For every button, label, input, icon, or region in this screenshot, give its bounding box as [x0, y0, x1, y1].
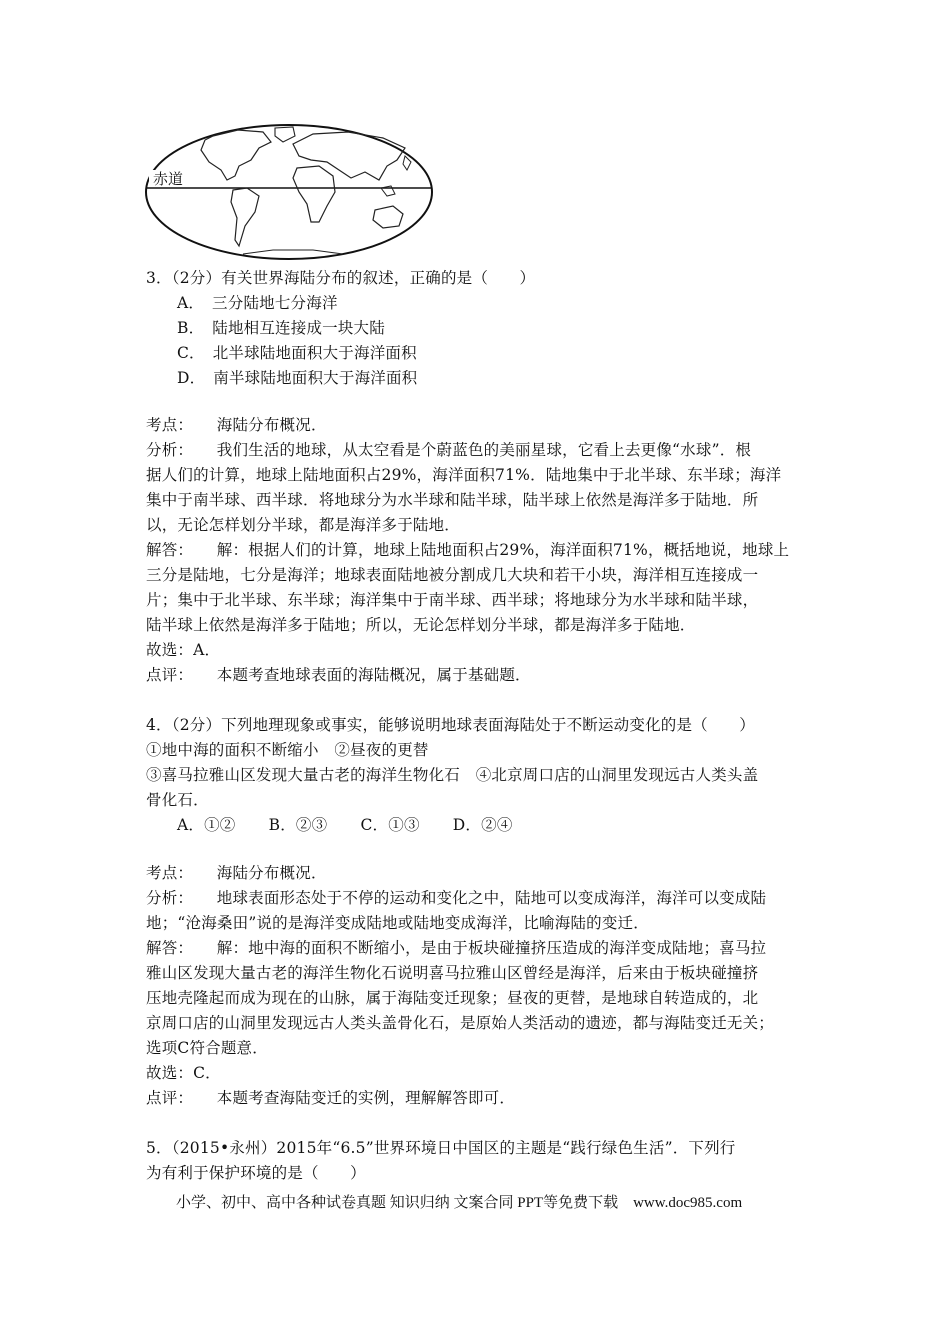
q4-statement: 骨化石．	[146, 791, 209, 809]
q4-option-a: A．①②	[177, 816, 236, 834]
q3-answer-line: 陆半球上依然是海洋多于陆地；所以，无论怎样划分半球，都是海洋多于陆地．	[146, 616, 696, 634]
q3-option-b: B． 陆地相互连接成一块大陆	[177, 319, 385, 337]
page-footer: 小学、初中、高中各种试卷真题 知识归纳 文案合同 PPT等免费下载 www.doc985.com	[176, 1195, 743, 1211]
q4-statement: ①地中海的面积不断缩小 ②昼夜的更替	[146, 741, 429, 759]
q4-option-b: B．②③	[268, 816, 328, 834]
q3-option-c: C． 北半球陆地面积大于海洋面积	[177, 344, 417, 362]
q4-comment: 点评： 本题考查海陆变迁的实例，理解解答即可．	[146, 1089, 516, 1107]
q3-analysis-line: 分析： 我们生活的地球，从太空看是个蔚蓝色的美丽星球，它看上去更像“水球”．根	[146, 441, 752, 459]
q3-comment: 点评： 本题考查地球表面的海陆概况，属于基础题．	[146, 666, 531, 684]
q4-answer-line: 雅山区发现大量古老的海洋生物化石说明喜马拉雅山区曾经是海洋，后来由于板块碰撞挤	[146, 964, 759, 982]
q4-option-c: C．①③	[360, 816, 420, 834]
q4-question: 4．（2分）下列地理现象或事实，能够说明地球表面海陆处于不断运动变化的是（ ）	[146, 716, 755, 734]
equator-label: 赤道	[153, 170, 184, 188]
q3-option-d: D． 南半球陆地面积大于海洋面积	[177, 369, 418, 387]
q4-options	[177, 813, 541, 837]
q4-analysis-line: 地；“沧海桑田”说的是海洋变成陆地或陆地变成海洋，比喻海陆的变迁．	[146, 914, 649, 932]
q3-answer-line: 解答： 解：根据人们的计算，地球上陆地面积占29%，海洋面积71%，概括地说，地球上	[146, 541, 790, 559]
q4-answer-line: 选项C符合题意．	[146, 1039, 268, 1057]
q4-answer-line: 压地壳隆起而成为现在的山脉，属于海陆变迁现象；昼夜的更替，是地球自转造成的，北	[146, 989, 759, 1007]
q3-choice: 故选：A．	[146, 641, 221, 659]
q4-answer-line: 解答： 解：地中海的面积不断缩小，是由于板块碰撞挤压造成的海洋变成陆地；喜马拉	[146, 939, 767, 957]
q3-answer-line: 片；集中于北半球、东半球；海洋集中于南半球、西半球；将地球分为水半球和陆半球，	[146, 591, 759, 609]
world-map-figure	[143, 122, 435, 262]
q4-choice: 故选：C．	[146, 1064, 221, 1082]
q4-answer-line: 京周口店的山洞里发现远古人类头盖骨化石，是原始人类活动的遗迹，都与海陆变迁无关；	[146, 1014, 775, 1032]
q4-statement: ③喜马拉雅山区发现大量古老的海洋生物化石 ④北京周口店的山洞里发现远古人类头盖	[146, 766, 759, 784]
q3-question: 3．（2分）有关世界海陆分布的叙述，正确的是（ ）	[146, 269, 536, 287]
q5-question: 5．（2015•永州）2015年“6.5”世界环境日中国区的主题是“践行绿色生活”．下列行	[146, 1139, 736, 1157]
q4-analysis-line: 分析： 地球表面形态处于不停的运动和变化之中，陆地可以变成海洋，海洋可以变成陆	[146, 889, 767, 907]
q3-analysis-line: 集中于南半球、西半球．将地球分为水半球和陆半球，陆半球上依然是海洋多于陆地．所	[146, 491, 759, 509]
q3-option-a: A． 三分陆地七分海洋	[177, 294, 338, 312]
q3-kaodian: 考点： 海陆分布概况．	[146, 416, 327, 434]
q4-option-d: D．②④	[452, 816, 513, 834]
q4-kaodian: 考点： 海陆分布概况．	[146, 864, 327, 882]
q3-analysis-line: 以，无论怎样划分半球，都是海洋多于陆地．	[146, 516, 461, 534]
q3-answer-line: 三分是陆地，七分是海洋；地球表面陆地被分割成几大块和若干小块，海洋相互连接成一	[146, 566, 759, 584]
q3-analysis-line: 据人们的计算，地球上陆地面积占29%，海洋面积71%．陆地集中于北半球、东半球；海洋	[146, 466, 782, 484]
q5-question: 为有利于保护环境的是（ ）	[146, 1164, 366, 1182]
